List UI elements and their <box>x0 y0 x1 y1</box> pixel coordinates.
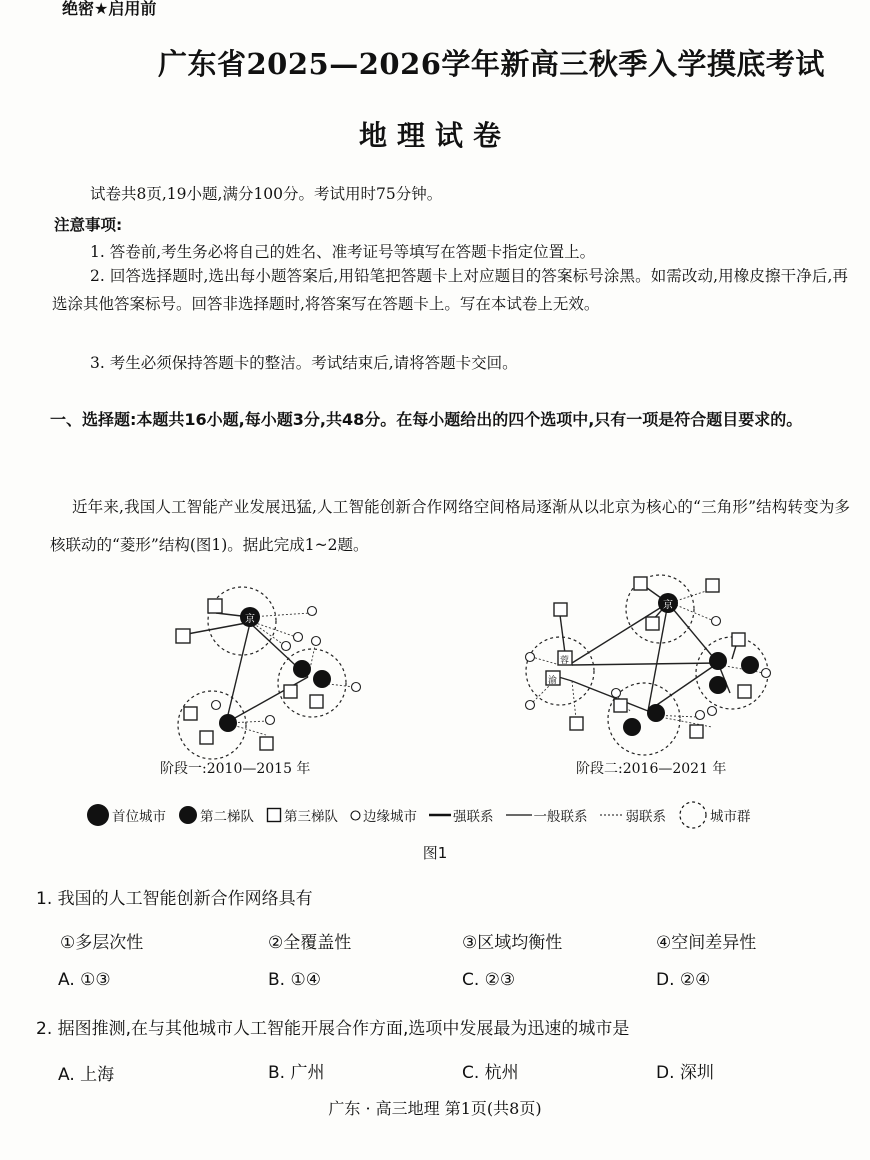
q1-item-1: ①多层次性 <box>60 933 144 953</box>
subject-title: 地理试卷 <box>358 119 511 152</box>
legend-third-tier: 第三梯队 <box>266 805 338 825</box>
second-tier-node <box>741 656 759 674</box>
second-tier-node <box>647 704 665 722</box>
legend-weak-link: 弱联系 <box>600 805 667 825</box>
q2-option-c[interactable]: C. 杭州 <box>462 1063 519 1083</box>
third-tier-node <box>176 629 190 643</box>
confidential-label: 绝密★启用前 <box>62 0 157 18</box>
dashed-line-icon <box>600 811 624 819</box>
note-1: 1. 答卷前,考生务必将自己的姓名、准考证号等填写在答题卡指定位置上。 <box>90 243 596 261</box>
dashed-circle-icon <box>678 800 708 830</box>
small-circle-icon <box>350 810 361 821</box>
second-tier-node <box>293 660 311 678</box>
legend-strong-link: 强联系 <box>429 805 494 825</box>
second-tier-node <box>219 714 237 732</box>
section-heading: 一、选择题:本题共16小题,每小题3分,共48分。在每小题给出的四个选项中,只有一项是符合题目要求的。 <box>50 410 803 429</box>
thick-line-icon <box>429 811 451 819</box>
legend-city-group: 城市群 <box>678 800 751 830</box>
exam-title: 广东省2025—2026学年新高三秋季入学摸底考试 <box>158 47 825 81</box>
stage-two-network <box>526 575 771 755</box>
second-tier-node <box>313 670 331 688</box>
q1-option-a[interactable]: A. ①③ <box>58 970 111 990</box>
question-1-stem: 1. 我国的人工智能创新合作网络具有 <box>36 889 313 909</box>
second-tier-node <box>709 676 727 694</box>
black-circle-icon <box>178 805 198 825</box>
black-circle-icon <box>86 803 110 827</box>
page-footer: 广东 · 高三地理 第1页(共8页) <box>328 1099 542 1118</box>
q1-item-3: ③区域均衡性 <box>462 933 563 953</box>
q1-option-c[interactable]: C. ②③ <box>462 970 516 990</box>
question-2-stem: 2. 据图推测,在与其他城市人工智能开展合作方面,选项中发展最为迅速的城市是 <box>36 1019 630 1039</box>
third-tier-node <box>208 599 222 613</box>
q2-option-a[interactable]: A. 上海 <box>58 1065 115 1085</box>
chongqing-label: 渝 <box>548 676 558 686</box>
q1-option-b[interactable]: B. ①④ <box>268 970 321 990</box>
q1-item-2: ②全覆盖性 <box>268 933 352 953</box>
stage-one-caption: 阶段一:2010—2015 年 <box>160 761 311 777</box>
beijing-label: 京 <box>663 600 673 611</box>
q2-option-b[interactable]: B. 广州 <box>268 1063 325 1083</box>
notes-title: 注意事项: <box>54 216 123 234</box>
stage-one-network <box>176 587 361 759</box>
stage-two-caption: 阶段二:2016—2021 年 <box>576 761 727 777</box>
q1-option-d[interactable]: D. ②④ <box>656 970 711 990</box>
network-diagram <box>120 565 800 785</box>
city-group-east <box>696 637 768 709</box>
thin-line-icon <box>506 811 532 819</box>
q1-item-4: ④空间差异性 <box>656 933 757 953</box>
passage: 近年来,我国人工智能产业发展迅猛,人工智能创新合作网络空间格局逐渐从以北京为核心的“三角形”结构转变为多核联动的“菱形”结构(图1)。据此完成1~2题。 <box>50 498 850 554</box>
legend-normal-link: 一般联系 <box>506 805 588 825</box>
beijing-label: 京 <box>245 614 255 625</box>
note-2: 2. 回答选择题时,选出每小题答案后,用铅笔把答题卡上对应题目的答案标号涂黑。如需改动,用橡皮擦干净后,再选涂其他答案标号。回答非选择题时,将答案写在答题卡上。写在本试卷上无效。 <box>52 267 848 313</box>
q2-option-d[interactable]: D. 深圳 <box>656 1063 714 1083</box>
second-tier-node <box>709 652 727 670</box>
exam-summary: 试卷共8页,19小题,满分100分。考试用时75分钟。 <box>90 185 443 203</box>
note-3: 3. 考生必须保持答题卡的整洁。考试结束后,请将答题卡交回。 <box>90 354 518 372</box>
legend-first-city: 首位城市 <box>86 803 166 827</box>
legend-edge-city: 边缘城市 <box>350 805 417 825</box>
legend-second-tier: 第二梯队 <box>178 805 254 825</box>
chengdu-label: 蓉 <box>560 656 570 666</box>
figure-legend <box>86 800 757 830</box>
square-icon <box>266 807 282 823</box>
figure-label: 图1 <box>422 844 448 862</box>
second-tier-node <box>623 718 641 736</box>
